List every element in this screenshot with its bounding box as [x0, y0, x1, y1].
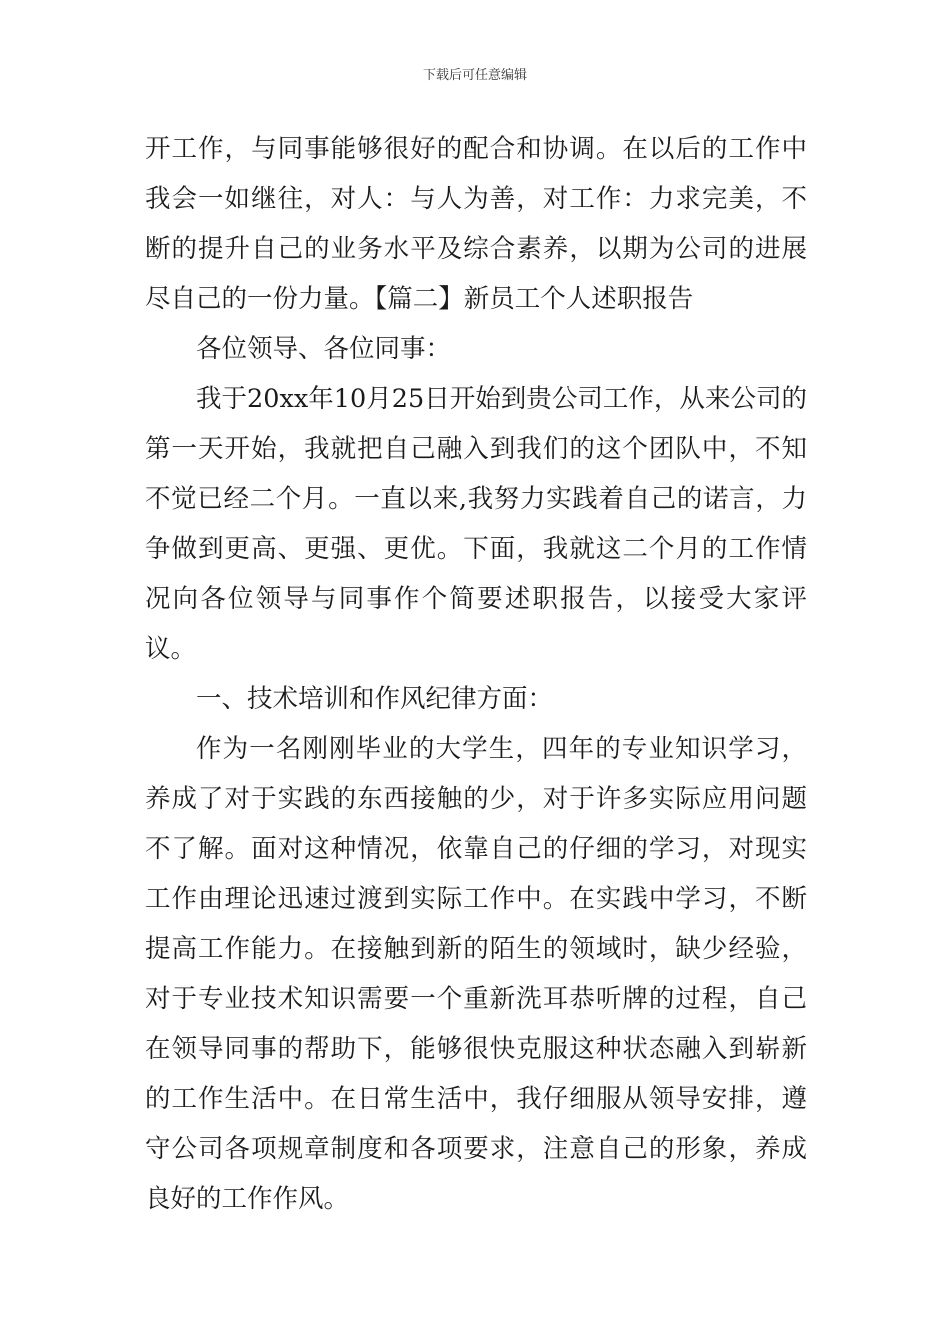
section-heading: 一、技术培训和作风纪律方面： — [196, 684, 554, 714]
paragraph-salutation: 各位领导、各位同事： — [196, 334, 452, 364]
page-header: 下载后可任意编辑 — [422, 68, 527, 83]
paragraph-training: 作为一名刚刚毕业的大学生，四年的专业知识学习，养成了对于实践的东西接触的少，对于许多实际应用问题不了解。面对这种情况，依靠自己的仔细的学习，对现实工作由理论迅速过渡到实际工作中。在实践中学习，不断提高工作能力。在接触到新的陌生的领域时，缺少经验，对于专业技术知识需要一个重新洗耳恭听牌的过程，自己在领导同事的帮助下，能够很快克服这种状态融入到崭新的工作生活中。在日常生活中，我仔细服从领导安排，遵守公司各项规章制度和各项要求，注意自己的形象，养成良好的工作作风。 — [145, 734, 807, 1214]
paragraph-introduction: 我于20xx年10月25日开始到贵公司工作，从来公司的第一天开始，我就把自己融入到我们的这个团队中，不知不觉已经二个月。一直以来,我努力实践着自己的诺言，力争做到更高、更强、更优。下面，我就这二个月的工作情况向各位领导与同事作个简要述职报告，以接受大家评议。 — [145, 384, 807, 664]
paragraph-continuation: 开工作，与同事能够很好的配合和协调。在以后的工作中我会一如继往，对人：与人为善，对工作：力求完美，不断的提升自己的业务水平及综合素养，以期为公司的进展尽自己的一份力量。【篇二】新员工个人述职报告 — [145, 134, 807, 314]
document-body — [145, 124, 807, 1224]
